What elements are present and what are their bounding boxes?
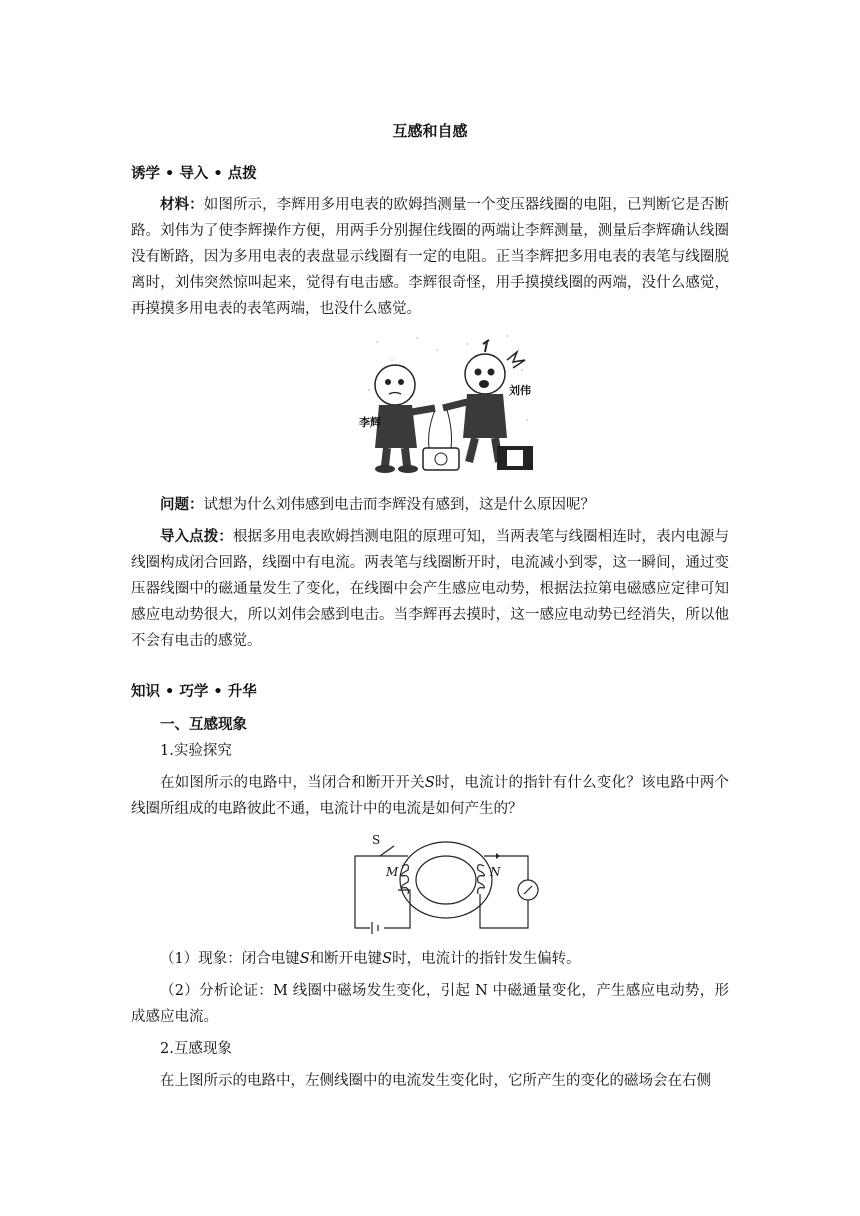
question-paragraph [131, 492, 729, 518]
item-mutual-induction: 2.互感现象 [160, 1041, 232, 1057]
guide-text: 根据多用电表欧姆挡测电阻的原理可知，当两表笔与线圈相连时，表内电源与线圈构成闭合回路，线圈中有电流。两表笔与线圈断开时，电流减小到零，这一瞬间，通过变压器线圈中的磁通量发生了变化，在线圈中会产生感应电动势，根据法拉第电磁感应定律可知感应电动势很大，所以刘伟会感到电击。当李辉再去摸时，这一感应电动势已经消失，所以他不会有电击的感觉。 [131, 529, 730, 649]
mutual-paragraph: 在上图所示的电路中，左侧线圈中的电流发生变化时，它所产生的变化的磁场会在右侧 [160, 1073, 711, 1089]
label-li-hui: 李辉 [359, 416, 381, 429]
circuit-diagram [350, 832, 546, 936]
material-text: 如图所示，李辉用多用电表的欧姆挡测量一个变压器线圈的电阻，已判断它是否断路。刘伟为了使李辉操作方便，用两手分别握住线圈的两端让李辉测量，测量后李辉确认线圈没有断路，因为多用电表的表盘显示线圈有一定的电阻。正当李辉把多用电表的表笔与线圈脱离时，刘伟突然惊叫起来，觉得有电击感。李辉很奇怪，用手摸摸线圈的两端，没什么感觉，再摸摸多用电表的表笔两端，也没什么感觉。 [131, 197, 730, 317]
switch-label: S [372, 833, 381, 847]
explore-paragraph [131, 770, 729, 822]
question-text: 试想为什么刘伟感到电击而李辉没有感到，这是什么原因呢？ [203, 497, 595, 513]
phenomenon-line: （1）现象：闭合电键S和断开电键S时，电流计的指针发生偏转。 [160, 951, 581, 967]
analysis-paragraph: （2）分析论证：M 线圈中磁场发生变化，引起 N 中磁通量变化，产生感应电动势，形成感应电流。 [131, 983, 729, 1025]
material-label: 材料： [160, 197, 204, 213]
explore-text-a: 在如图所示的电路中，当闭合和断开开关 [160, 775, 425, 791]
section-heading-knowledge: 知识 • 巧学 • 升华 [131, 684, 257, 700]
guide-label: 导入点拨： [160, 529, 233, 545]
explore-switch-symbol: S [424, 775, 435, 791]
explore-text-b: 时，电流计的指针有什么变化？该电路中两个线圈所组成的电路彼此不通，电流计中的电流是如何产生的？ [131, 775, 730, 817]
subheading-mutual-induction: 一、互感现象 [160, 717, 247, 733]
material-paragraph [131, 192, 729, 322]
section-heading-intro: 诱学 • 导入 • 点拨 [131, 166, 257, 182]
question-label: 问题： [160, 497, 204, 513]
item-experiment: 1.实验探究 [160, 743, 232, 759]
page-title: 互感和自感 [392, 122, 468, 140]
coil-m-label: M [386, 865, 399, 879]
cartoon-illustration [357, 330, 537, 476]
guide-paragraph [131, 524, 729, 654]
coil-n-label: N [490, 865, 501, 879]
label-liu-wei: 刘伟 [509, 384, 531, 397]
